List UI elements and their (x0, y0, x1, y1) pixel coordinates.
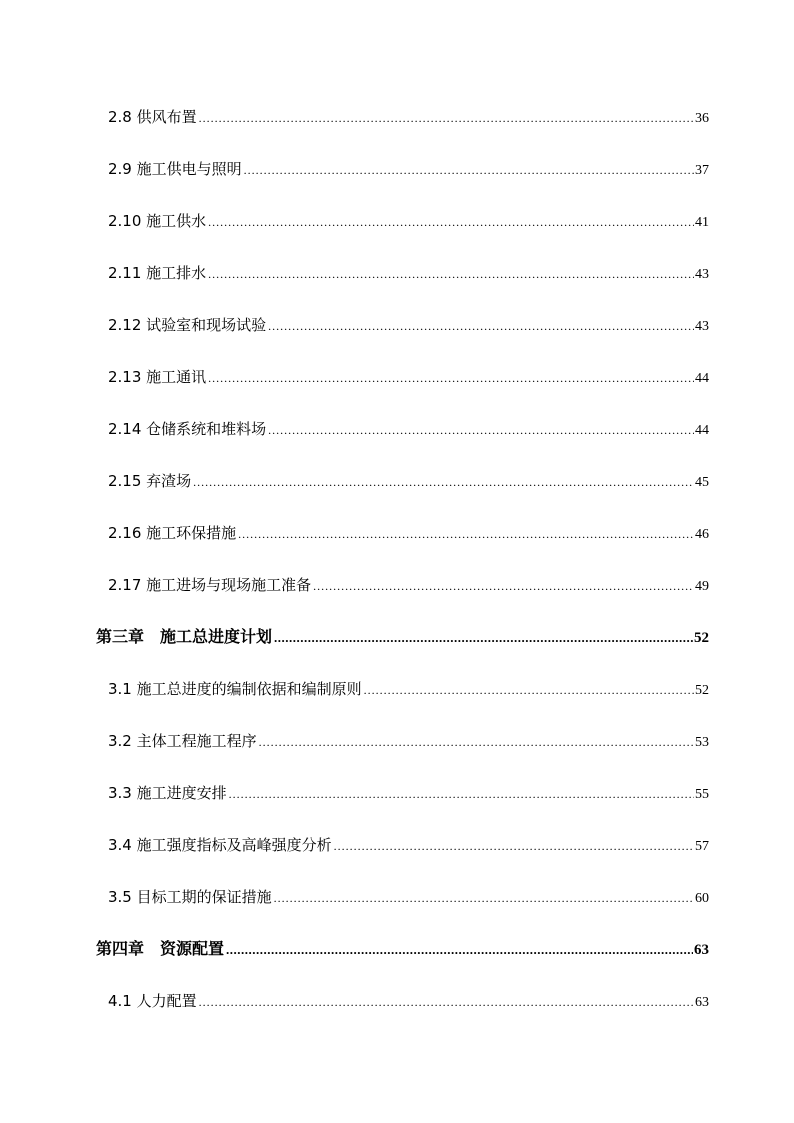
dot-leader (208, 367, 694, 389)
toc-entry-label: 2.11 施工排水 (108, 264, 207, 282)
dot-leader (268, 419, 694, 441)
toc-entry-2-10[interactable] (108, 210, 709, 232)
dot-leader (244, 159, 694, 181)
toc-page-number: 36 (695, 111, 709, 126)
toc-chapter-label: 第四章 资源配置 (96, 939, 225, 958)
toc-page-number: 44 (695, 423, 709, 438)
toc-page-number: 52 (694, 630, 709, 646)
toc-entry-3-5[interactable] (108, 886, 709, 908)
toc-chapter-label: 第三章 施工总进度计划 (96, 627, 273, 646)
dot-leader (268, 315, 694, 337)
toc-entry-label: 3.5 目标工期的保证措施 (108, 888, 272, 906)
toc-entry-2-9[interactable] (108, 158, 709, 180)
toc-entry-label: 2.12 试验室和现场试验 (108, 316, 267, 334)
dot-leader (334, 835, 694, 857)
toc-entry-2-16[interactable] (108, 522, 709, 544)
toc-entry-label: 3.2 主体工程施工程序 (108, 732, 257, 750)
toc-page-number: 49 (695, 579, 709, 594)
toc-entry-label: 4.1 人力配置 (108, 992, 197, 1010)
dot-leader (208, 211, 694, 233)
toc-entry-2-11[interactable] (108, 262, 709, 284)
toc-page-number: 43 (695, 319, 709, 334)
toc-page-number: 57 (695, 839, 709, 854)
toc-entry-2-13[interactable] (108, 366, 709, 388)
toc-page-number: 63 (695, 995, 709, 1010)
toc-entry-label: 2.10 施工供水 (108, 212, 207, 230)
dot-leader (259, 731, 694, 753)
dot-leader (238, 523, 694, 545)
dot-leader (208, 263, 694, 285)
dot-leader (226, 939, 693, 961)
toc-page-number: 41 (695, 215, 709, 230)
toc-entry-label: 3.4 施工强度指标及高峰强度分析 (108, 836, 332, 854)
toc-entry-3-3[interactable] (108, 782, 709, 804)
toc-entry-label: 2.16 施工环保措施 (108, 524, 237, 542)
toc-entry-label: 2.17 施工进场与现场施工准备 (108, 576, 312, 594)
dot-leader (193, 471, 694, 493)
dot-leader (274, 627, 693, 649)
dot-leader (199, 991, 694, 1013)
toc-entry-3-2[interactable] (108, 730, 709, 752)
toc-entry-label: 3.1 施工总进度的编制依据和编制原则 (108, 680, 362, 698)
toc-page-number: 60 (695, 891, 709, 906)
toc-entry-4-1[interactable] (108, 990, 709, 1012)
dot-leader (229, 783, 694, 805)
toc-page-number: 37 (695, 163, 709, 178)
toc-entry-2-15[interactable] (108, 470, 709, 492)
toc-page-number: 55 (695, 787, 709, 802)
toc-entry-3-1[interactable] (108, 678, 709, 700)
dot-leader (199, 107, 694, 129)
dot-leader (364, 679, 694, 701)
dot-leader (313, 575, 694, 597)
toc-entry-label: 2.15 弃渣场 (108, 472, 192, 490)
toc-page-number: 46 (695, 527, 709, 542)
toc-entry-2-12[interactable] (108, 314, 709, 336)
toc-chapter-3[interactable] (96, 626, 709, 648)
toc-page-number: 44 (695, 371, 709, 386)
toc-entry-label: 2.14 仓储系统和堆料场 (108, 420, 267, 438)
dot-leader (274, 887, 694, 909)
toc-entry-2-17[interactable] (108, 574, 709, 596)
toc-page-number: 63 (694, 942, 709, 958)
toc-chapter-4[interactable] (96, 938, 709, 960)
toc-page-number: 52 (695, 683, 709, 698)
toc-entry-label: 3.3 施工进度安排 (108, 784, 227, 802)
toc-page-number: 53 (695, 735, 709, 750)
toc-entry-label: 2.13 施工通讯 (108, 368, 207, 386)
toc-entry-2-8[interactable] (108, 106, 709, 128)
toc-page-number: 43 (695, 267, 709, 282)
toc-entry-label: 2.8 供风布置 (108, 108, 197, 126)
toc-entry-2-14[interactable] (108, 418, 709, 440)
toc-page-number: 45 (695, 475, 709, 490)
toc-entry-3-4[interactable] (108, 834, 709, 856)
toc-entry-label: 2.9 施工供电与照明 (108, 160, 242, 178)
